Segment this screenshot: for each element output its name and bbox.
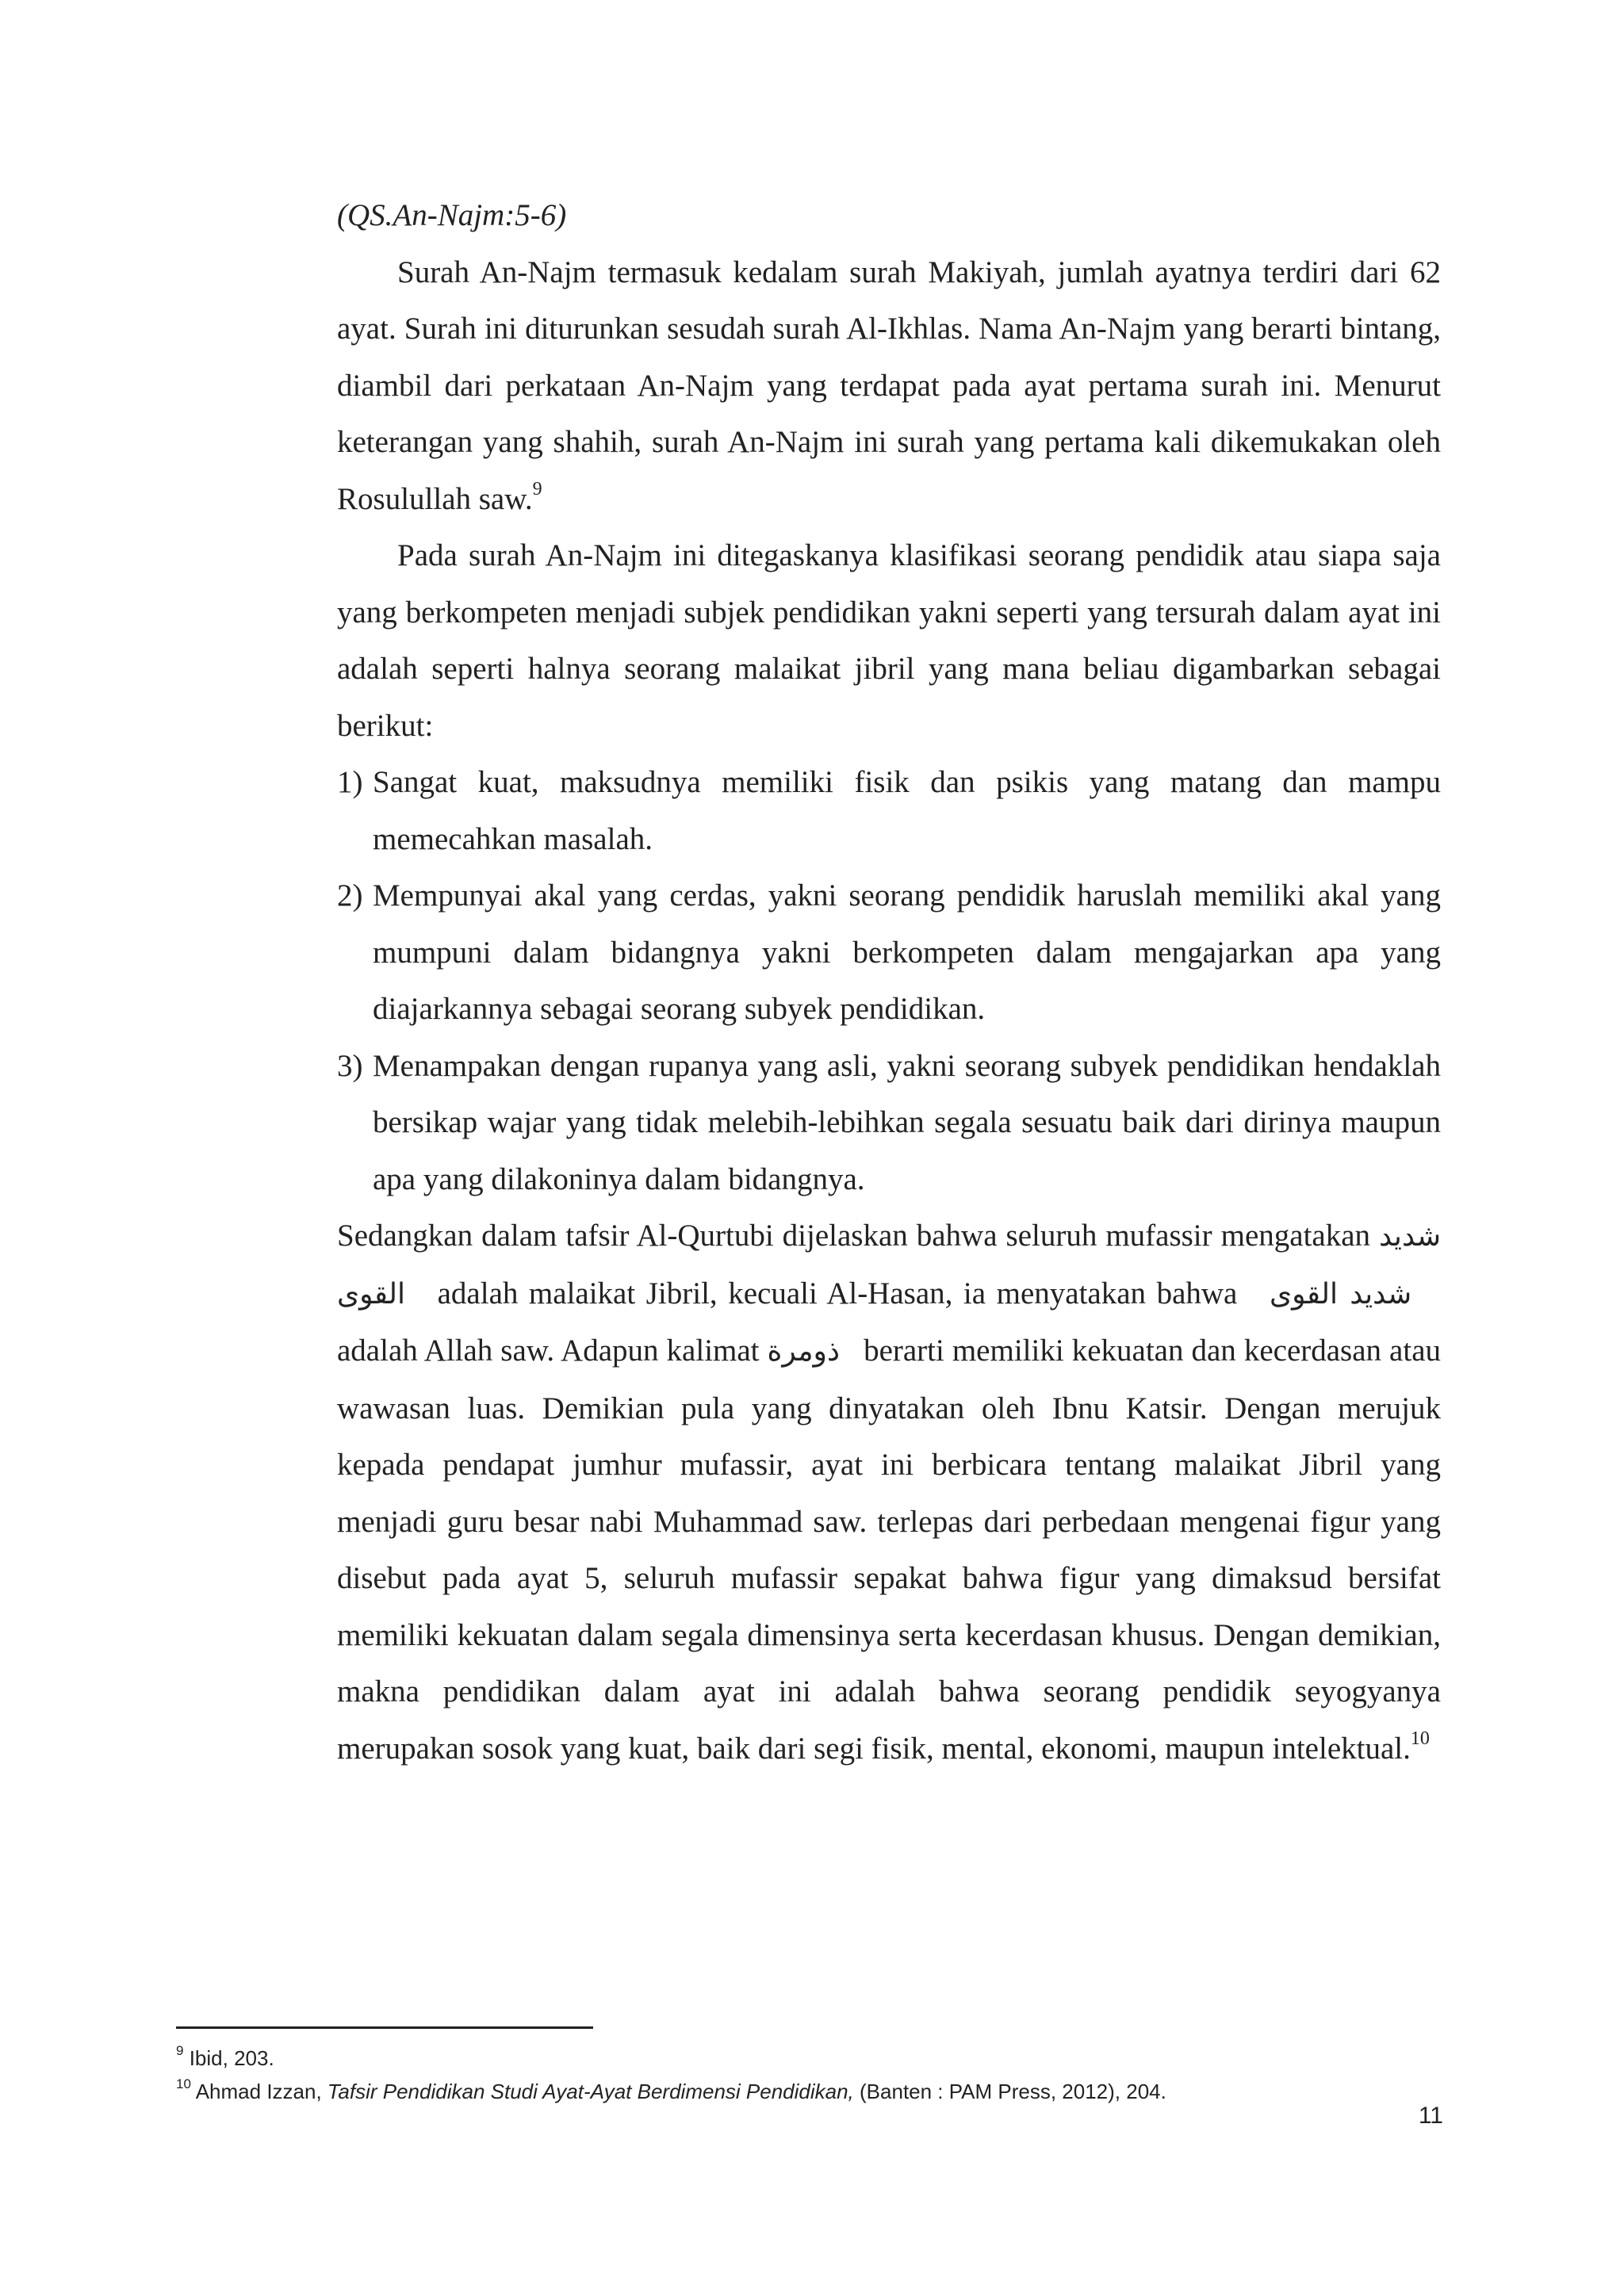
list-item-number: 1) <box>337 765 363 799</box>
footnote-number: 10 <box>176 2076 191 2092</box>
footnote-book-title: Tafsir Pendidikan Studi Ayat-Ayat Berdimensi Pendidikan, <box>327 2080 854 2103</box>
footnote-text: Ibid, 203. <box>189 2046 274 2070</box>
criteria-list <box>337 754 1441 1207</box>
paragraph-tafsir <box>337 1207 1441 1777</box>
verse-reference: (QS.An-Najm:5-6) <box>337 198 567 232</box>
list-item-text: Sangat kuat, maksudnya memiliki fisik dan psikis yang matang dan mampu memecahkan masalah. <box>373 765 1441 856</box>
list-item <box>337 1038 1441 1208</box>
paragraph-text: Surah An-Najm termasuk kedalam surah Makiyah, jumlah ayatnya terdiri dari 62 ayat. Surah ini diturunkan sesudah surah Al-Ikhlas. Nama An-Najm yang berarti bintang, diambil dari perkataan An-Najm yang terdapat pada ayat pertama surah ini. Menurut keterangan yang shahih, surah An-Najm ini surah yang pertama kali dikemukakan oleh Rosulullah saw. <box>337 254 1441 516</box>
list-item-text: Mempunyai akal yang cerdas, yakni seorang pendidik haruslah memiliki akal yang mumpuni dalam bidangnya yakni berkompeten dalam mengajarkan apa yang diajarkannya sebagai seorang subyek pendidikan. <box>373 878 1441 1026</box>
footnote-9 <box>176 2042 1461 2075</box>
footnotes <box>176 2042 1461 2108</box>
body-text <box>337 187 1441 1777</box>
list-item-number: 3) <box>337 1048 363 1083</box>
arabic-term-shadid-al-quwa: شديد القوى <box>337 1220 1442 1311</box>
paragraph-classification: Pada surah An-Najm ini ditegaskanya klasifikasi seorang pendidik atau siapa saja yang berkompeten menjadi subjek pendidikan yakni seperti yang tersurah dalam ayat ini adalah seperti halnya seorang malaikat jibril yang mana beliau digambarkan sebagai berikut: <box>337 538 1441 743</box>
footnote-marker-10: 10 <box>1410 1728 1430 1749</box>
tafsir-text-4: berarti memiliki kekuatan dan kecerdasan atau wawasan luas. Demikian pula yang dinyatakan oleh Ibnu Katsir. Dengan merujuk kepada pendapat jumhur mufassir, ayat ini berbicara tentang malaikat Jibril yang menjadi guru besar nabi Muhammad saw. terlepas dari perbedaan mengenai figur yang disebut pada ayat 5, seluruh mufassir sepakat bahwa figur yang dimaksud bersifat memiliki kekuatan dalam segala dimensinya serta kecerdasan khusus. Dengan demikian, makna pendidikan dalam ayat ini adalah bahwa seorang pendidik seyogyanya merupakan sosok yang kuat, baik dari segi fisik, mental, ekonomi, maupun intelektual. <box>337 1334 1442 1766</box>
arabic-term-dhu-mirrah: ذومرة <box>767 1335 840 1368</box>
tafsir-text-2: adalah malaikat Jibril, kecuali Al-Hasan, ia menyatakan bahwa <box>437 1276 1238 1311</box>
list-item <box>337 867 1441 1038</box>
footnote-author: Ahmad Izzan, <box>195 2080 327 2103</box>
tafsir-text-3: adalah Allah saw. Adapun kalimat <box>337 1334 760 1368</box>
list-item-text: Menampakan dengan rupanya yang asli, yakni seorang subyek pendidikan hendaklah bersikap wajar yang tidak melebih-lebihkan segala sesuatu baik dari dirinya maupun apa yang dilakoninya dalam bidangnya. <box>373 1048 1441 1196</box>
list-item <box>337 754 1441 867</box>
paragraph-surah-intro <box>337 244 1441 528</box>
page-number: 11 <box>1418 2103 1443 2129</box>
footnote-10 <box>176 2075 1461 2108</box>
footnote-publication: (Banten : PAM Press, 2012), 204. <box>853 2080 1166 2103</box>
list-item-number: 2) <box>337 878 363 913</box>
footnote-separator <box>176 2026 593 2029</box>
footnote-marker-9: 9 <box>532 478 542 499</box>
arabic-term-shadid-al-quwa-2: شديد القوى <box>1270 1277 1412 1311</box>
footnote-number: 9 <box>176 2043 184 2059</box>
tafsir-text-1: Sedangkan dalam tafsir Al-Qurtubi dijelaskan bahwa seluruh mufassir mengatakan <box>337 1219 1371 1253</box>
